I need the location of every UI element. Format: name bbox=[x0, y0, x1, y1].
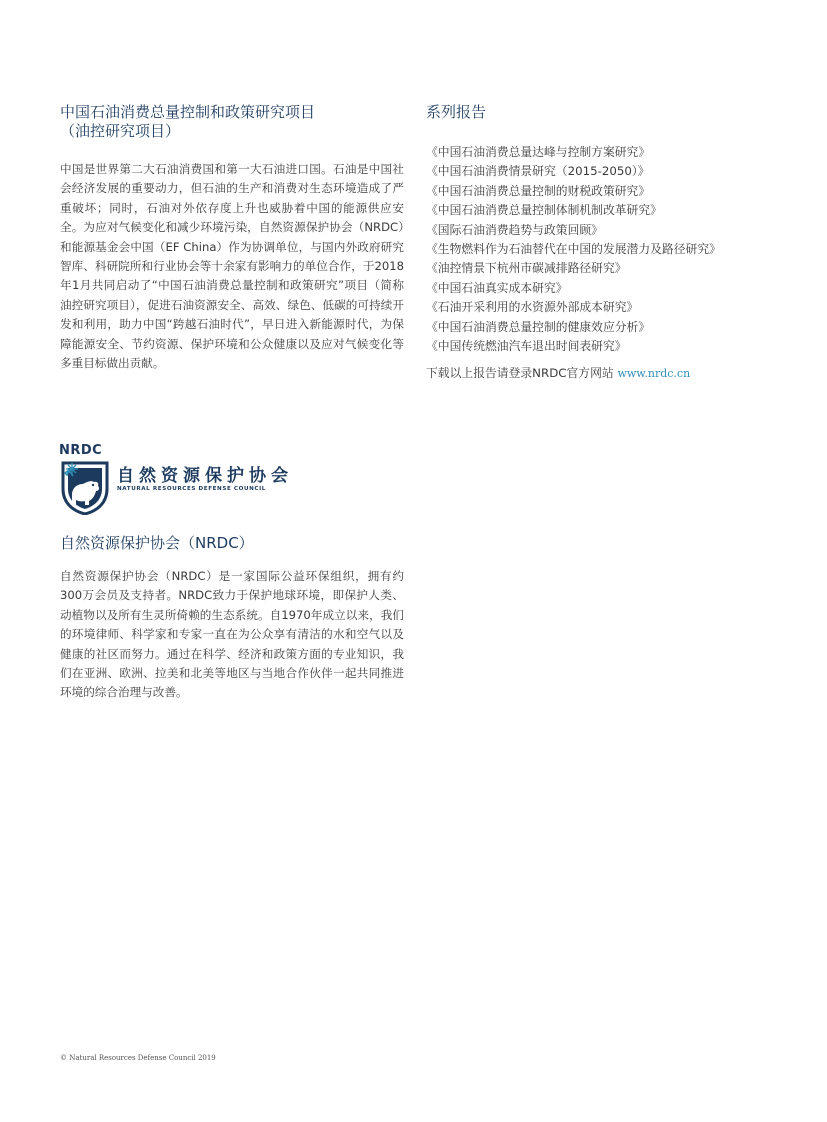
website-link[interactable]: www.nrdc.cn bbox=[617, 367, 691, 381]
series-title: 系列报告 bbox=[426, 103, 487, 121]
project-section bbox=[60, 103, 404, 373]
logo-abbr: NRDC bbox=[59, 443, 103, 458]
nrdc-section bbox=[60, 534, 404, 703]
report-item: 《中国石油消费情景研究（2015-2050）》 bbox=[426, 164, 650, 179]
series-section bbox=[426, 103, 766, 383]
report-item: 《中国石油消费总量达峰与控制方案研究》 bbox=[426, 145, 651, 159]
report-list bbox=[426, 143, 766, 356]
download-text: 下载以上报告请登录NRDC官方网站 bbox=[426, 366, 614, 381]
report-item: 《中国石油消费总量控制的健康效应分析》 bbox=[426, 319, 651, 334]
report-item: 《中国石油真实成本研究》 bbox=[426, 280, 568, 295]
project-title bbox=[60, 103, 404, 141]
nrdc-description: 自然资源保护协会（NRDC）是一家国际公益环保组织，拥有约300万会员及支持者。NRDC致力于保护地球环境，即保护人类、动植物以及所有生灵所倚赖的生态系统。自1970年成立以来，我们的环境律师、科学家和专家一直在为公众享有清洁的水和空气以及健康的社区而努力。通过在科学、经济和政策方面的专业知识，我们在亚洲、欧洲、拉美和北美等地区与当地合作伙伴一起共同推进环境的综合治理与改善。 bbox=[60, 569, 404, 700]
report-item: 《中国石油消费总量控制体制机制改革研究》 bbox=[426, 203, 662, 218]
copyright-footer: © Natural Resources Defense Council 2019 bbox=[60, 1054, 216, 1062]
project-title-line2: （油控研究项目） bbox=[60, 122, 181, 140]
report-item: 《生物燃料作为石油替代在中国的发展潜力及路径研究》 bbox=[426, 242, 721, 257]
logo-name-en: NATURAL RESOURCES DEFENSE COUNCIL bbox=[117, 486, 266, 492]
project-description: 中国是世界第二大石油消费国和第一大石油进口国。石油是中国社会经济发展的重要动力，但石油的生产和消费对生态环境造成了严重破坏；同时，石油对外依存度上升也威胁着中国的能源供应安全。为应对气候变化和减少环境污染，自然资源保护协会（NRDC）和能源基金会中国（EF China）作为协调单位，与国内外政府研究智库、科研院所和行业协会等十余家有影响力的单位合作，于2018年1月共同启动了“中国石油消费总量控制和政策研究”项目（简称油控研究项目），促进石油资源安全、高效、绿色、低碳的可持续开发和利用，助力中国“跨越石油时代”，早日进入新能源时代，为保障能源安全、节约资源、保护环境和公众健康以及应对气候变化等多重目标做出贡献。 bbox=[60, 162, 404, 371]
nrdc-title: 自然资源保护协会（NRDC） bbox=[60, 534, 254, 552]
download-note bbox=[426, 364, 766, 383]
nrdc-logo bbox=[59, 443, 359, 515]
report-item: 《石油开采利用的水资源外部成本研究》 bbox=[426, 300, 639, 315]
report-item: 《中国传统燃油汽车退出时间表研究》 bbox=[426, 339, 627, 354]
report-item: 《油控情景下杭州市碳减排路径研究》 bbox=[426, 261, 627, 276]
project-title-line1: 中国石油消费总量控制和政策研究项目 bbox=[60, 103, 316, 121]
polar-bear-shield-icon bbox=[59, 461, 111, 515]
logo-name-cn: 自然资源保护协会 bbox=[117, 466, 293, 486]
report-item: 《中国石油消费总量控制的财税政策研究》 bbox=[426, 183, 651, 198]
report-item: 《国际石油消费趋势与政策回顾》 bbox=[426, 222, 603, 237]
